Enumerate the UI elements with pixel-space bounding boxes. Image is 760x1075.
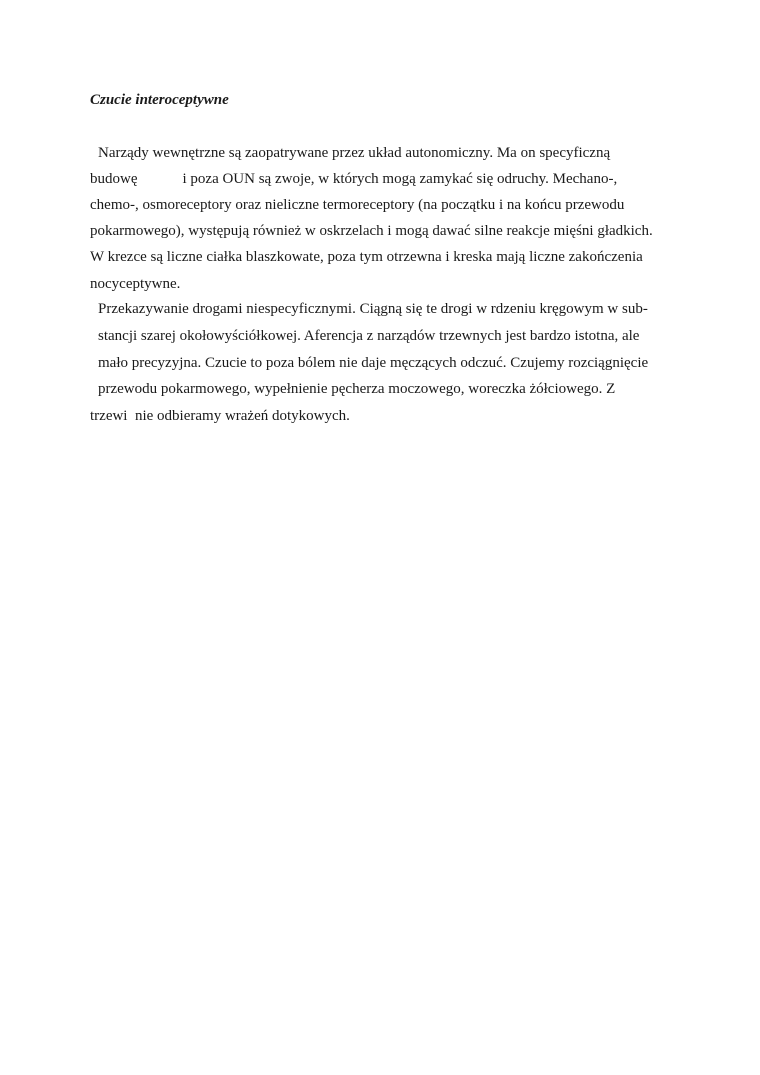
text-line-1: Narządy wewnętrzne są zaopatrywane przez układ autonomiczny. Ma on specyficzną <box>98 145 611 161</box>
text-line-3: chemo-, osmoreceptory oraz nieliczne termoreceptory (na początku i na końcu przewodu <box>90 197 625 213</box>
section-heading: Czucie interoceptywne <box>90 92 229 108</box>
text-line-5: W krezce są liczne ciałka blaszkowate, poza tym otrzewna i kreska mają liczne zakończenia <box>90 249 643 265</box>
text-line-4: pokarmowego), występują również w oskrzelach i mogą dawać silne reakcje mięśni gładkich. <box>90 223 653 239</box>
text-line-7: Przekazywanie drogami niespecyficznymi. Ciągną się te drogi w rdzeniu kręgowym w sub- <box>98 301 648 317</box>
text-line-8: stancji szarej okołowyściółkowej. Aferencja z narządów trzewnych jest bardzo istotna, ale <box>98 328 640 344</box>
text-line-11: trzewi nie odbieramy wrażeń dotykowych. <box>90 408 350 424</box>
text-line-9: mało precyzyjna. Czucie to poza bólem nie daje męczących odczuć. Czujemy rozciągnięcie <box>98 355 649 371</box>
text-line-10: przewodu pokarmowego, wypełnienie pęcherza moczowego, woreczka żółciowego. Z <box>98 381 616 397</box>
text-line-2: budowę i poza OUN są zwoje, w których mogą zamykać się odruchy. Mechano-, <box>90 171 618 187</box>
text-line-6: nocyceptywne. <box>90 276 181 292</box>
